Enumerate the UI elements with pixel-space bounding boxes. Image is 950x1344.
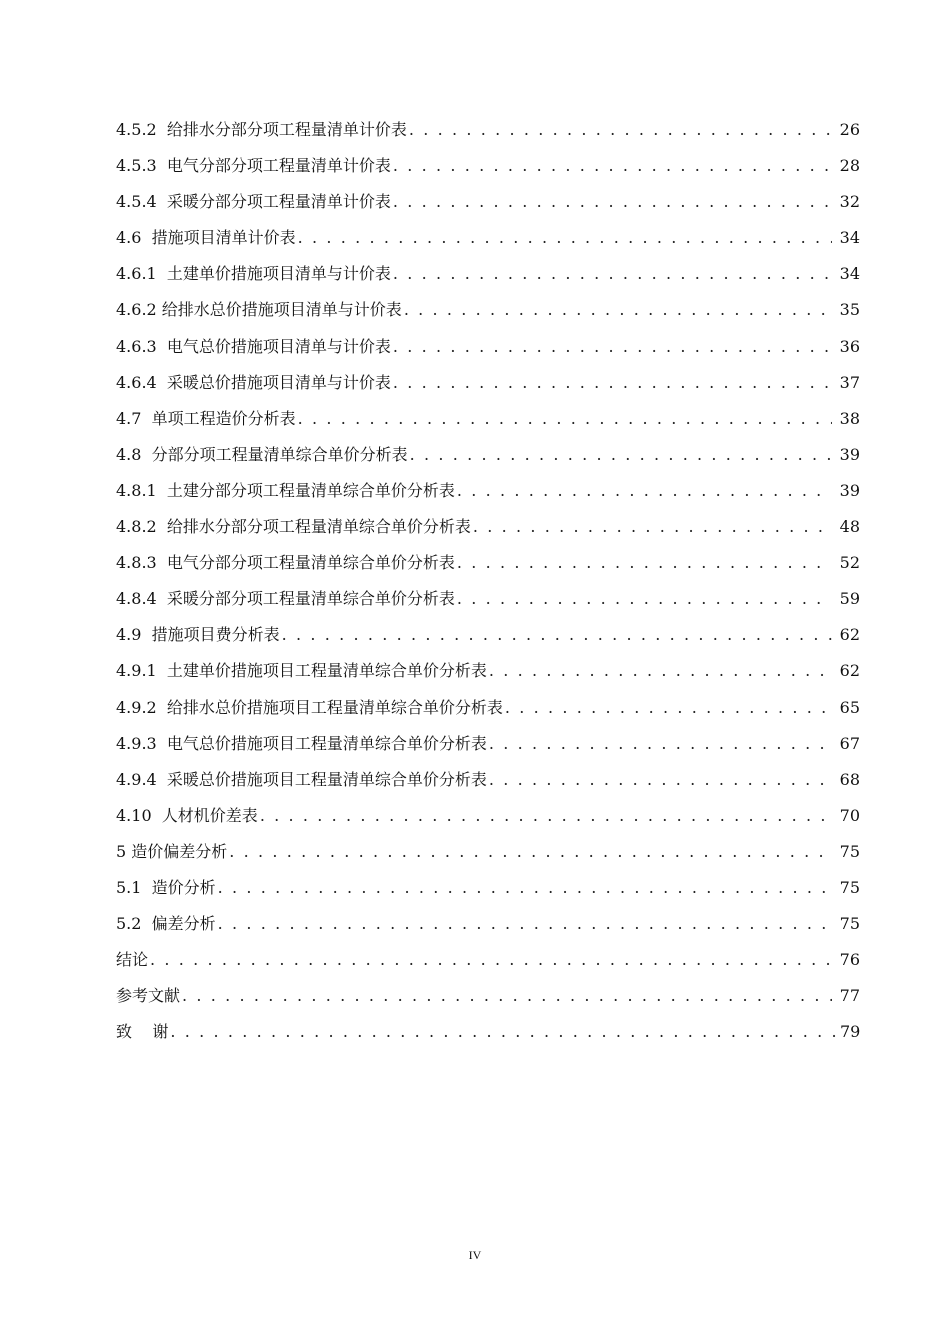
toc-entry[interactable] bbox=[116, 224, 860, 260]
toc-entry-title: 致 谢 bbox=[116, 1022, 169, 1042]
toc-entry-title: 4.9.2 给排水总价措施项目工程量清单综合单价分析表 bbox=[116, 697, 503, 717]
toc-entry-title: 4.5.3 电气分部分项工程量清单计价表 bbox=[116, 156, 391, 176]
dot-leader bbox=[409, 116, 832, 144]
toc-entry-page: 39 bbox=[839, 444, 860, 464]
dot-leader bbox=[393, 333, 832, 361]
toc-entry[interactable] bbox=[116, 910, 860, 946]
toc-entry-page: 34 bbox=[839, 264, 860, 284]
dot-leader bbox=[489, 766, 832, 794]
toc-entry[interactable] bbox=[116, 802, 860, 838]
dot-leader bbox=[150, 946, 832, 974]
toc-entry-title: 5.1 造价分析 bbox=[116, 877, 216, 897]
dot-leader bbox=[182, 982, 832, 1010]
toc-entry-title: 4.8.3 电气分部分项工程量清单综合单价分析表 bbox=[116, 553, 455, 573]
toc-entry-title: 4.10 人材机价差表 bbox=[116, 805, 258, 825]
toc-entry-page: 62 bbox=[839, 661, 860, 681]
toc-entry[interactable] bbox=[116, 188, 860, 224]
toc-entry[interactable] bbox=[116, 657, 860, 693]
toc-entry-title: 4.9.3 电气总价措施项目工程量清单综合单价分析表 bbox=[116, 733, 487, 753]
toc-entry-title: 参考文献 bbox=[116, 986, 181, 1006]
toc-entry-title: 结论 bbox=[116, 950, 149, 970]
toc-entry-page: 67 bbox=[839, 733, 860, 753]
toc-entry[interactable] bbox=[116, 405, 860, 441]
dot-leader bbox=[489, 730, 832, 758]
toc-entry[interactable] bbox=[116, 946, 860, 982]
toc-entry-title: 4.8.2 给排水分部分项工程量清单综合单价分析表 bbox=[116, 517, 471, 537]
dot-leader bbox=[218, 874, 832, 902]
toc-entry-page: 70 bbox=[839, 805, 860, 825]
toc-entry-page: 65 bbox=[839, 697, 860, 717]
toc-entry[interactable] bbox=[116, 694, 860, 730]
dot-leader bbox=[393, 152, 832, 180]
toc-entry-title: 4.9.1 土建单价措施项目工程量清单综合单价分析表 bbox=[116, 661, 487, 681]
toc-entry-page: 37 bbox=[839, 372, 860, 392]
dot-leader bbox=[393, 260, 832, 288]
dot-leader bbox=[282, 621, 832, 649]
toc-entry-title: 4.8.4 采暖分部分项工程量清单综合单价分析表 bbox=[116, 589, 455, 609]
toc-entry-page: 34 bbox=[839, 228, 860, 248]
toc-entry-title: 4.6.2 给排水总价措施项目清单与计价表 bbox=[116, 300, 402, 320]
table-of-contents bbox=[116, 116, 860, 1054]
toc-entry[interactable] bbox=[116, 513, 860, 549]
dot-leader bbox=[404, 296, 832, 324]
toc-entry-page: 76 bbox=[839, 950, 860, 970]
toc-entry-title: 5.2 偏差分析 bbox=[116, 914, 216, 934]
dot-leader bbox=[410, 441, 832, 469]
toc-entry-page: 75 bbox=[839, 877, 860, 897]
toc-entry-page: 38 bbox=[839, 408, 860, 428]
toc-entry-page: 28 bbox=[839, 156, 860, 176]
toc-entry-page: 36 bbox=[839, 336, 860, 356]
dot-leader bbox=[457, 585, 832, 613]
dot-leader bbox=[229, 838, 832, 866]
toc-entry-page: 75 bbox=[839, 841, 860, 861]
dot-leader bbox=[457, 477, 832, 505]
toc-entry-page: 77 bbox=[839, 986, 860, 1006]
toc-entry[interactable] bbox=[116, 766, 860, 802]
toc-entry[interactable] bbox=[116, 730, 860, 766]
dot-leader bbox=[170, 1018, 838, 1046]
dot-leader bbox=[393, 188, 832, 216]
toc-entry-title: 4.6.4 采暖总价措施项目清单与计价表 bbox=[116, 372, 391, 392]
dot-leader bbox=[489, 657, 832, 685]
toc-entry[interactable] bbox=[116, 333, 860, 369]
toc-entry[interactable] bbox=[116, 549, 860, 585]
toc-entry-page: 32 bbox=[839, 192, 860, 212]
toc-entry-page: 39 bbox=[839, 480, 860, 500]
toc-entry-title: 4.9 措施项目费分析表 bbox=[116, 625, 280, 645]
toc-entry-page: 48 bbox=[839, 517, 860, 537]
toc-entry[interactable] bbox=[116, 477, 860, 513]
toc-entry[interactable] bbox=[116, 116, 860, 152]
toc-entry[interactable] bbox=[116, 585, 860, 621]
toc-entry[interactable] bbox=[116, 874, 860, 910]
toc-entry[interactable] bbox=[116, 260, 860, 296]
toc-entry-title: 4.6 措施项目清单计价表 bbox=[116, 228, 296, 248]
toc-entry-page: 35 bbox=[839, 300, 860, 320]
toc-entry-title: 4.7 单项工程造价分析表 bbox=[116, 408, 296, 428]
dot-leader bbox=[218, 910, 832, 938]
toc-entry-title: 4.9.4 采暖总价措施项目工程量清单综合单价分析表 bbox=[116, 769, 487, 789]
dot-leader bbox=[393, 369, 832, 397]
dot-leader bbox=[260, 802, 832, 830]
dot-leader bbox=[298, 405, 832, 433]
toc-entry-title: 4.5.2 给排水分部分项工程量清单计价表 bbox=[116, 120, 407, 139]
toc-entry-title: 4.8 分部分项工程量清单综合单价分析表 bbox=[116, 444, 408, 464]
toc-entry[interactable] bbox=[116, 296, 860, 332]
toc-entry-page: 75 bbox=[839, 914, 860, 934]
toc-entry[interactable] bbox=[116, 621, 860, 657]
toc-entry-title: 4.6.3 电气总价措施项目清单与计价表 bbox=[116, 336, 391, 356]
dot-leader bbox=[473, 513, 832, 541]
toc-entry-page: 52 bbox=[839, 553, 860, 573]
toc-entry-title: 4.8.1 土建分部分项工程量清单综合单价分析表 bbox=[116, 480, 455, 500]
toc-entry-page: 68 bbox=[839, 769, 860, 789]
toc-entry[interactable] bbox=[116, 369, 860, 405]
toc-entry-page: 62 bbox=[839, 625, 860, 645]
dot-leader bbox=[298, 224, 832, 252]
toc-entry-page: 26 bbox=[839, 120, 860, 139]
toc-entry[interactable] bbox=[116, 152, 860, 188]
toc-entry[interactable] bbox=[116, 1018, 860, 1054]
toc-entry-title: 5 造价偏差分析 bbox=[116, 841, 228, 861]
toc-entry[interactable] bbox=[116, 838, 860, 874]
dot-leader bbox=[505, 694, 832, 722]
dot-leader bbox=[457, 549, 832, 577]
toc-entry[interactable] bbox=[116, 982, 860, 1018]
toc-entry-page: 59 bbox=[839, 589, 860, 609]
page-number: IV bbox=[468, 1248, 482, 1262]
toc-entry[interactable] bbox=[116, 441, 860, 477]
toc-entry-page: 79 bbox=[840, 1022, 861, 1042]
toc-entry-title: 4.6.1 土建单价措施项目清单与计价表 bbox=[116, 264, 391, 284]
toc-entry-title: 4.5.4 采暖分部分项工程量清单计价表 bbox=[116, 192, 391, 212]
